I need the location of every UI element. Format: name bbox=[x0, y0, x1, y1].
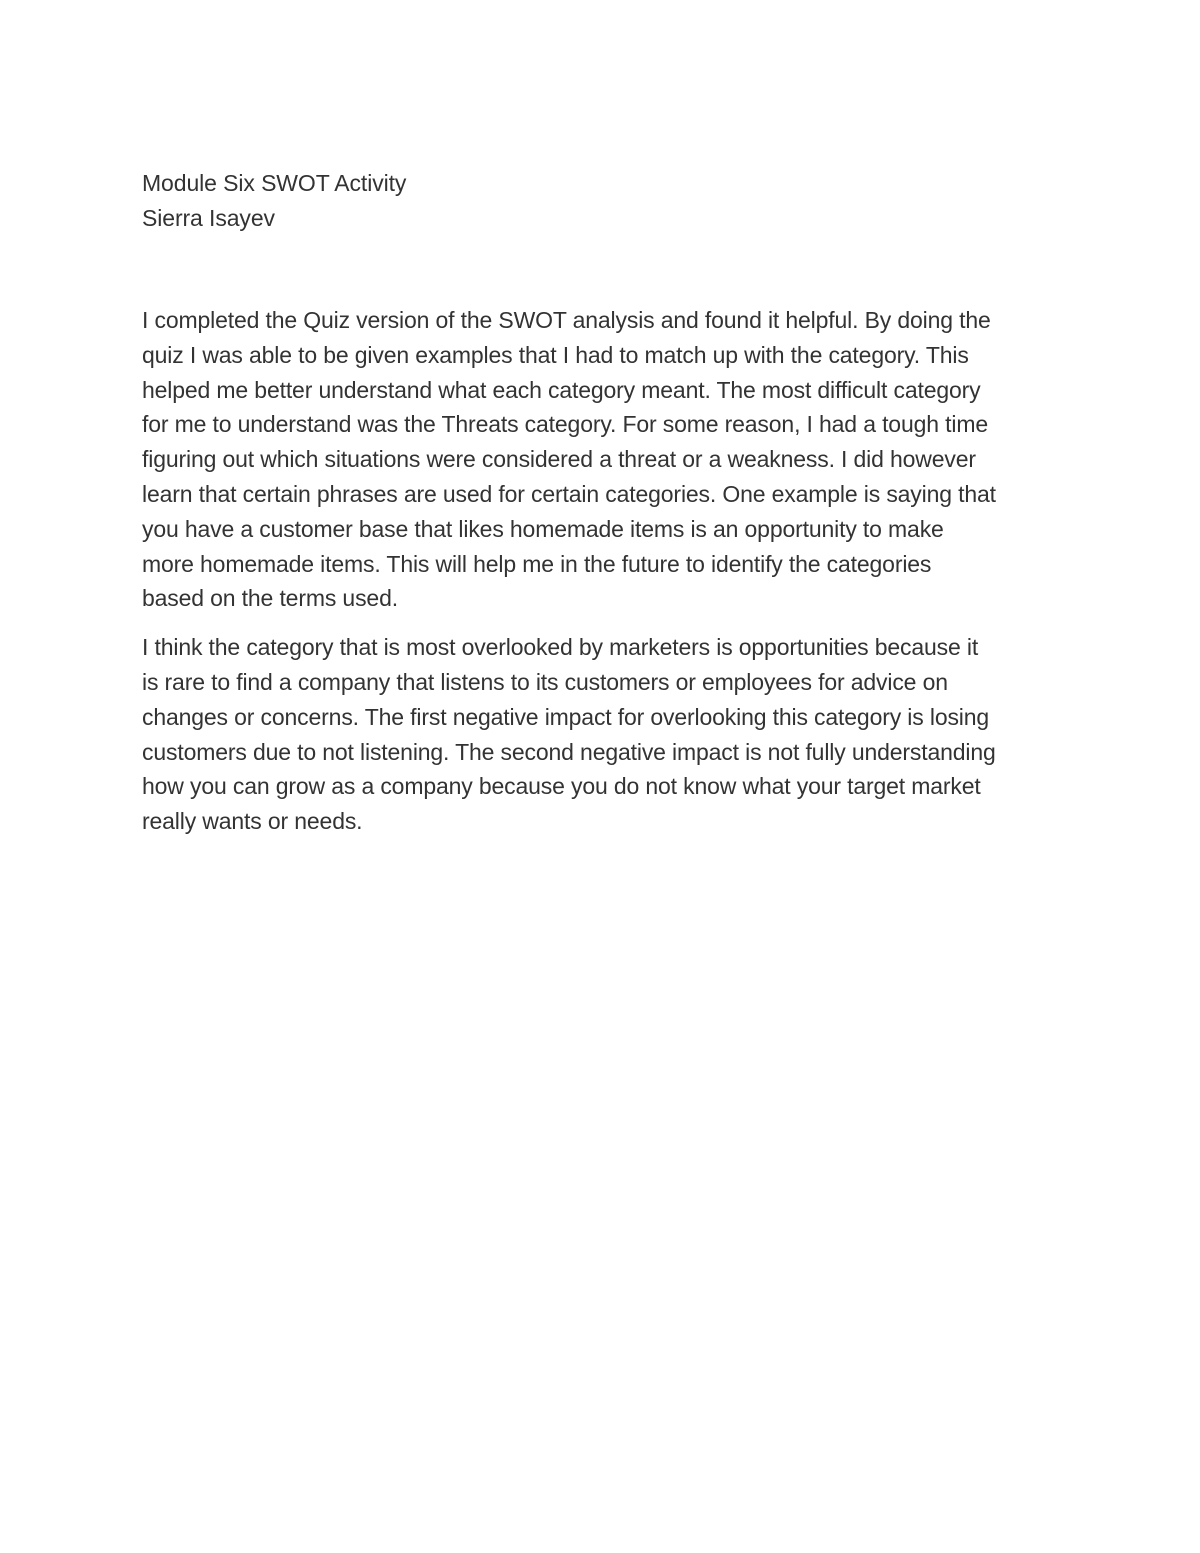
paragraph-line: really wants or needs. bbox=[142, 808, 363, 835]
document-author: Sierra Isayev bbox=[142, 205, 275, 231]
paragraph-line: for me to understand was the Threats category. For some reason, I had a tough time bbox=[142, 411, 988, 438]
paragraph-line: figuring out which situations were considered a threat or a weakness. I did however bbox=[142, 446, 976, 473]
paragraph-line: customers due to not listening. The second negative impact is not fully understanding bbox=[142, 738, 996, 765]
paragraph-line: how you can grow as a company because you do not know what your target market bbox=[142, 773, 981, 800]
paragraph-line: you have a customer base that likes homemade items is an opportunity to make bbox=[142, 515, 944, 542]
paragraph-line: helped me better understand what each category meant. The most difficult category bbox=[142, 376, 981, 403]
paragraph-line: quiz I was able to be given examples that I had to match up with the category. This bbox=[142, 341, 969, 368]
paragraph-1 bbox=[142, 303, 1060, 616]
paragraph-line: is rare to find a company that listens to its customers or employees for advice on bbox=[142, 668, 948, 695]
paragraph-line: changes or concerns. The first negative impact for overlooking this category is losing bbox=[142, 703, 990, 730]
paragraph-line: learn that certain phrases are used for certain categories. One example is saying that bbox=[142, 480, 996, 507]
paragraph-2 bbox=[142, 630, 1060, 839]
paragraph-line: more homemade items. This will help me in the future to identify the categories bbox=[142, 550, 932, 577]
document-title: Module Six SWOT Activity bbox=[142, 170, 407, 196]
document-body bbox=[142, 166, 1060, 853]
paragraph-line: based on the terms used. bbox=[142, 585, 398, 612]
heading-spacer bbox=[142, 236, 1060, 303]
paragraph-line: I completed the Quiz version of the SWOT analysis and found it helpful. By doing the bbox=[142, 307, 991, 333]
paragraph-line: I think the category that is most overlooked by marketers is opportunities because it bbox=[142, 634, 979, 661]
